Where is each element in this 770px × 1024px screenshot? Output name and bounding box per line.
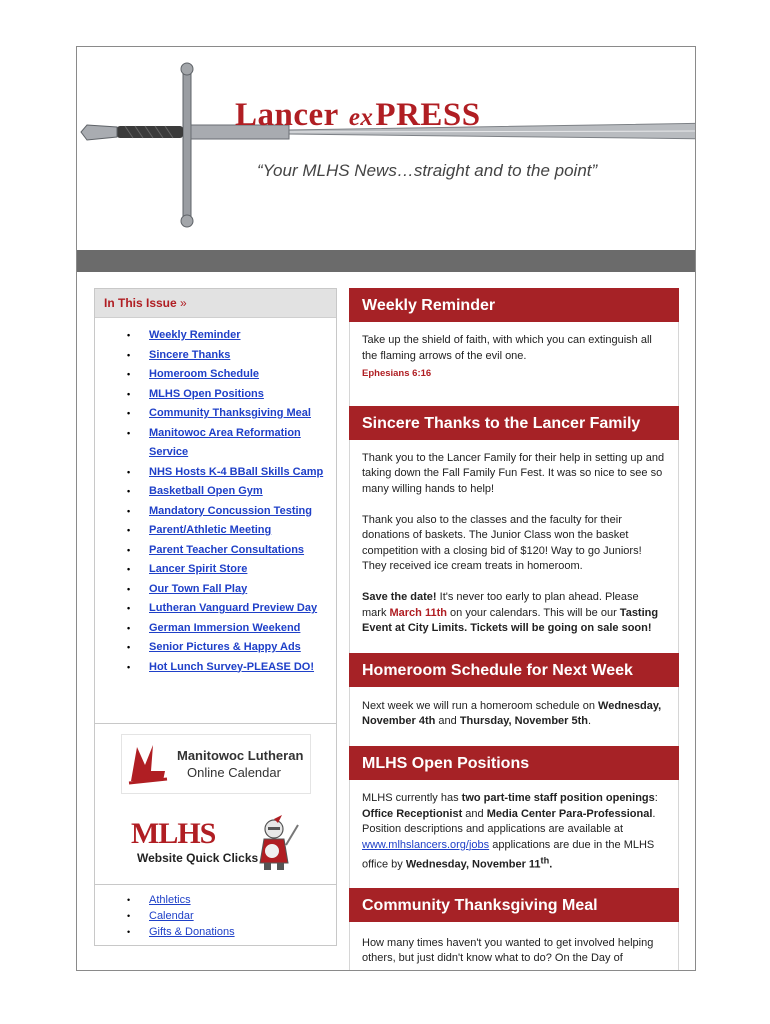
newsletter-frame xyxy=(76,46,696,971)
toc-item xyxy=(95,502,336,522)
toc-item xyxy=(95,482,336,502)
website-quick-clicks-banner[interactable] xyxy=(131,815,301,873)
toc-link-vanguard-preview[interactable]: Lutheran Vanguard Preview Day xyxy=(149,602,318,614)
calendar-logo-line1: Manitowoc Lutheran xyxy=(177,748,304,763)
toc-link-reformation-service[interactable]: Manitowoc Area Reformation Service xyxy=(149,426,301,458)
positions-text-part: . xyxy=(549,858,553,871)
toc-link-hot-lunch-survey[interactable]: Hot Lunch Survey-PLEASE DO! xyxy=(149,660,315,673)
section-body-open-positions xyxy=(349,780,679,888)
toc-link-thanksgiving-meal[interactable]: Community Thanksgiving Meal xyxy=(149,407,311,419)
newsletter-title xyxy=(235,97,481,134)
bullet-icon: • xyxy=(127,622,131,633)
section-heading-open-positions: MLHS Open Positions xyxy=(349,746,679,780)
section-body-thanksgiving-meal xyxy=(349,922,679,971)
bullet-icon: • xyxy=(127,466,131,477)
bullet-icon: • xyxy=(127,427,131,438)
toc-item xyxy=(95,365,336,385)
bullet-icon: • xyxy=(127,661,131,672)
quick-clicks-label: Website Quick Clicks xyxy=(137,851,259,865)
positions-text-part: : xyxy=(654,791,658,804)
thanks-paragraph-1: Thank you to the Lancer Family for their help in setting up and taking down the Fall Family Fun Fest. It was so nice to see so many willing hands to help! xyxy=(362,451,665,495)
section-heading-homeroom-schedule: Homeroom Schedule for Next Week xyxy=(349,653,679,687)
sidebar xyxy=(94,288,337,946)
positions-text-part: applications are due in the MLHS office by xyxy=(362,838,655,871)
bullet-icon: • xyxy=(127,505,131,516)
toc-link-homeroom-schedule[interactable]: Homeroom Schedule xyxy=(149,368,260,380)
toc-link-weekly-reminder[interactable]: Weekly Reminder xyxy=(149,329,241,341)
positions-bold: two part-time staff position openings xyxy=(461,791,655,804)
homeroom-text-part: and xyxy=(435,715,460,728)
bullet-icon: • xyxy=(127,603,131,613)
toc-link-sincere-thanks[interactable]: Sincere Thanks xyxy=(149,348,231,361)
homeroom-date-2: Thursday, November 5th xyxy=(459,715,588,728)
section-body-weekly-reminder xyxy=(349,322,679,406)
header-band xyxy=(77,250,695,272)
homeroom-text-part: . xyxy=(588,715,592,728)
toc-item xyxy=(95,541,336,561)
positions-text-part: and xyxy=(462,807,487,820)
toc-link-german-immersion[interactable]: German Immersion Weekend xyxy=(149,621,301,634)
bullet-icon: • xyxy=(127,583,131,594)
thanks-text: on your calendars. This will be our xyxy=(446,606,620,619)
bullet-icon: • xyxy=(127,911,131,921)
quick-links-list xyxy=(95,892,235,940)
section-body-homeroom-schedule xyxy=(349,687,679,746)
bullet-icon: • xyxy=(127,408,131,418)
quick-link-item xyxy=(95,924,235,940)
toc-item xyxy=(95,619,336,639)
bullet-icon: • xyxy=(127,388,131,399)
title-ex: ex xyxy=(348,104,374,131)
toc-link-concussion-testing[interactable]: Mandatory Concussion Testing xyxy=(149,504,312,517)
toc-link-athletic-meeting[interactable]: Parent/Athletic Meeting xyxy=(149,524,272,536)
positions-text xyxy=(362,791,666,874)
divider xyxy=(95,884,336,885)
toc-item xyxy=(95,346,336,366)
positions-text-part: MLHS currently has xyxy=(362,791,462,804)
positions-text-part: . Position descriptions and applications are available at xyxy=(362,807,656,836)
title-press: PRESS xyxy=(375,97,481,133)
toc-link-spirit-store[interactable]: Lancer Spirit Store xyxy=(149,563,248,575)
calendar-logo-line2: Online Calendar xyxy=(187,765,281,780)
quick-link-gifts-donations[interactable]: Gifts & Donations xyxy=(149,926,235,938)
position-media-para: Media Center Para-Professional xyxy=(486,807,653,820)
toc-item xyxy=(95,404,336,424)
toc-item xyxy=(95,521,336,541)
chevron-right-icon: » xyxy=(180,296,187,310)
bullet-icon: • xyxy=(127,895,131,905)
toc-item xyxy=(95,424,336,463)
knight-mascot-icon xyxy=(252,815,300,871)
toc-item xyxy=(95,658,336,678)
thanks-paragraph-3 xyxy=(362,590,666,637)
quick-link-athletics[interactable]: Athletics xyxy=(149,894,191,906)
quick-link-item xyxy=(95,892,235,908)
bullet-icon: • xyxy=(127,349,131,360)
masthead xyxy=(77,47,695,250)
homeroom-text xyxy=(362,699,666,730)
toc-item xyxy=(95,560,336,580)
position-receptionist: Office Receptionist xyxy=(362,807,463,820)
toc-list xyxy=(95,326,336,677)
quick-link-item xyxy=(95,908,235,924)
mlhs-logo-text: MLHS xyxy=(131,817,216,850)
in-this-issue-label: In This Issue xyxy=(104,296,177,310)
bullet-icon: • xyxy=(127,642,131,652)
sword-icon xyxy=(77,47,695,250)
thanks-text: It's never too early to plan ahead. Please mark xyxy=(362,590,639,619)
bullet-icon: • xyxy=(127,927,131,937)
weekly-reminder-verse: Ephesians 6:16 xyxy=(362,368,432,380)
ml-logo-icon xyxy=(127,741,169,787)
toc-link-fall-play[interactable]: Our Town Fall Play xyxy=(149,582,248,595)
toc-link-teacher-consultations[interactable]: Parent Teacher Consultations xyxy=(149,543,305,556)
positions-due-date: Wednesday, November 11 xyxy=(405,858,541,871)
toc-item xyxy=(95,463,336,483)
jobs-link[interactable]: www.mlhslancers.org/jobs xyxy=(362,838,490,851)
bullet-icon: • xyxy=(127,369,131,379)
bullet-icon: • xyxy=(127,564,131,574)
march-date: March 11th xyxy=(389,606,447,619)
homeroom-date-1: Wednesday, November 4th xyxy=(362,699,662,728)
save-the-date: Save the date! xyxy=(362,590,437,603)
quick-link-calendar[interactable]: Calendar xyxy=(149,910,194,922)
thanks-paragraph-2: Thank you also to the classes and the faculty for their donations of baskets. The Junior Class won the basket competition with a closing bid of $120! Way to go Juniors! They received ice cream treats in homeroom. xyxy=(362,513,642,573)
toc-link-open-gym[interactable]: Basketball Open Gym xyxy=(149,485,263,497)
weekly-reminder-text: Take up the shield of faith, with which you can extinguish all the flaming arrows of the evil one. xyxy=(362,334,652,362)
main-column xyxy=(349,288,679,971)
section-heading-weekly-reminder: Weekly Reminder xyxy=(349,288,679,322)
thanksgiving-text: How many times haven't you wanted to get involved helping others, but just didn't know what to do? On the Day of xyxy=(362,936,654,965)
tasting-event: Tasting Event at City Limits. Tickets will be going on sale soon! xyxy=(362,606,659,635)
homeroom-text-part: Next week we will run a homeroom schedule on xyxy=(362,699,599,712)
bullet-icon: • xyxy=(127,544,131,555)
title-lancer: Lancer xyxy=(235,97,339,133)
toc-link-senior-pictures[interactable]: Senior Pictures & Happy Ads xyxy=(149,641,301,653)
bullet-icon: • xyxy=(127,330,131,340)
tagline: “Your MLHS News…straight and to the point” xyxy=(257,161,598,180)
positions-due-date-suffix: th xyxy=(540,855,550,866)
in-this-issue-heading xyxy=(95,289,336,318)
toc-item xyxy=(95,580,336,600)
section-heading-sincere-thanks: Sincere Thanks to the Lancer Family xyxy=(349,406,679,440)
online-calendar-banner[interactable] xyxy=(121,734,311,794)
section-heading-thanksgiving-meal: Community Thanksgiving Meal xyxy=(349,888,679,922)
toc-item xyxy=(95,385,336,405)
bullet-icon: • xyxy=(127,486,131,496)
divider xyxy=(95,723,336,724)
bullet-icon: • xyxy=(127,525,131,535)
toc-item xyxy=(95,326,336,346)
toc-item xyxy=(95,599,336,619)
section-body-sincere-thanks xyxy=(349,440,679,653)
toc-item xyxy=(95,638,336,658)
toc-link-nhs-bball-camp[interactable]: NHS Hosts K-4 BBall Skills Camp xyxy=(149,465,324,478)
toc-link-open-positions[interactable]: MLHS Open Positions xyxy=(149,387,264,400)
